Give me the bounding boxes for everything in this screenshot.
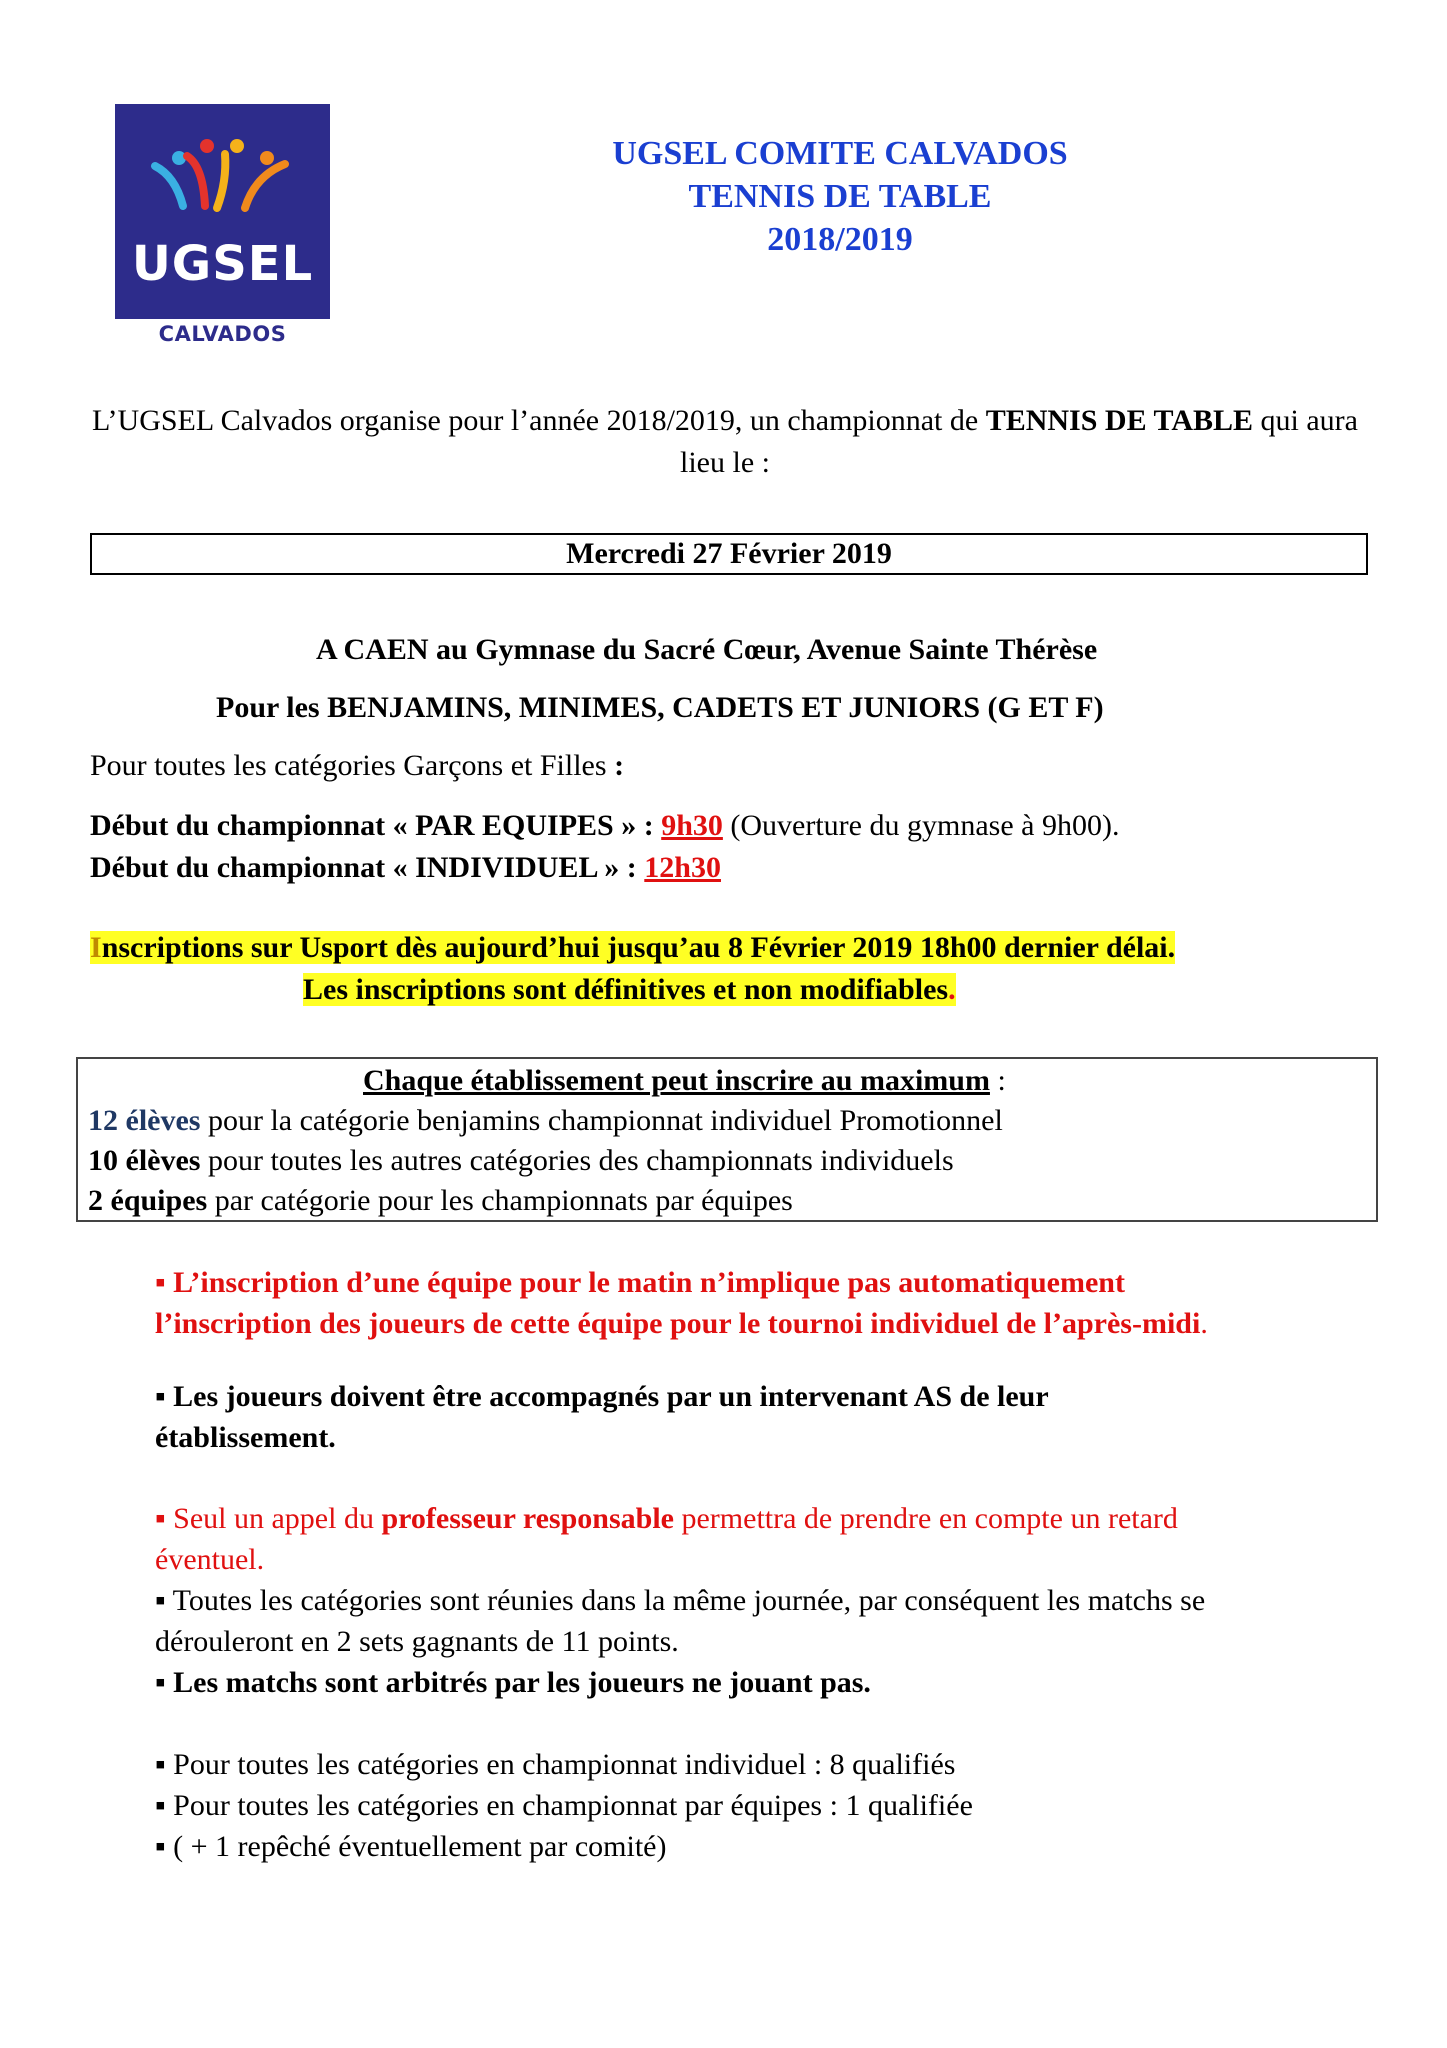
intro-bold: TENNIS DE TABLE [985, 404, 1254, 437]
logo-word: UGSEL [131, 236, 314, 292]
categories-colon: : [614, 749, 625, 782]
registration-text: nscriptions sur Usport dès aujourd’hui jusqu’au 8 Février 2019 18h00 dernier délai. [101, 931, 1176, 964]
logo-subtitle: CALVADOS [158, 322, 287, 346]
ugsel-figures-icon [145, 136, 300, 231]
document-title [530, 132, 1150, 261]
bullet-icon: ▪ [155, 1789, 166, 1822]
note-text: Pour toutes les catégories en championnat individuel : 8 qualifiés [165, 1748, 956, 1781]
note-dot: . [1200, 1307, 1208, 1340]
limit-text: pour la catégorie benjamins championnat individuel Promotionnel [200, 1104, 1003, 1137]
note-text: ( + 1 repêché éventuellement par comité) [165, 1830, 667, 1863]
registration-final-text: Les inscriptions sont définitives et non modifiables [303, 973, 949, 1006]
limit-count: 10 élèves [88, 1144, 201, 1177]
note-text: Toutes les catégories sont réunies dans la même journée, par conséquent les matchs se [165, 1584, 1206, 1617]
note-team-registration [155, 1262, 1375, 1344]
event-audience: Pour les BENJAMINS, MINIMES, CADETS ET JUNIORS (G ET F) [216, 691, 1104, 724]
bullet-icon: ▪ [155, 1666, 166, 1699]
limit-item [88, 1101, 1003, 1141]
schedule-individual [90, 848, 721, 888]
registration-final [303, 970, 956, 1010]
limits-title [363, 1061, 1006, 1101]
intro-text-2: qui aura lieu le : [680, 404, 1358, 479]
event-date-box: Mercredi 27 Février 2019 [90, 533, 1368, 575]
note-text: Les matchs sont arbitrés par les joueurs ne jouant pas. [165, 1666, 871, 1699]
limits-title-text: Chaque établissement peut inscrire au maximum [363, 1064, 990, 1097]
limit-text: pour toutes les autres catégories des championnats individuels [200, 1144, 954, 1177]
note-text: établissement. [155, 1421, 336, 1454]
title-line-3: 2018/2019 [767, 221, 913, 258]
intro-paragraph [90, 400, 1360, 484]
note-text: Les joueurs doivent être accompagnés par un intervenant AS de leur [165, 1380, 1049, 1413]
bullet-icon: ▪ [155, 1830, 166, 1863]
bullet-icon: ▪ [155, 1266, 166, 1299]
schedule-teams [90, 806, 1119, 846]
bullet-icon: ▪ [155, 1584, 166, 1617]
note-late-call [155, 1498, 1375, 1580]
registration-initial: I [90, 931, 102, 964]
intro-text-1: L’UGSEL Calvados organise pour l’année 2018/2019, un championnat de [91, 404, 986, 437]
note-text: éventuel. [155, 1543, 265, 1576]
limit-count: 12 élèves [88, 1104, 201, 1137]
limit-item [88, 1181, 793, 1221]
teams-label: Début du championnat « PAR EQUIPES » : [90, 809, 662, 842]
individual-time: 12h30 [644, 851, 721, 884]
limit-item [88, 1141, 954, 1181]
bullet-icon: ▪ [155, 1380, 166, 1413]
note-bold: professeur responsable [381, 1502, 674, 1535]
limit-text: par catégorie pour les championnats par équipes [207, 1184, 793, 1217]
registration-final-dot: . [948, 973, 956, 1006]
registration-deadline [90, 928, 1175, 968]
registration-line-1 [90, 931, 1175, 964]
individual-label: Début du championnat « INDIVIDUEL » : [90, 851, 645, 884]
title-line-2: TENNIS DE TABLE [688, 178, 992, 215]
note-text: L’inscription d’une équipe pour le matin n’implique pas automatiquement [165, 1266, 1125, 1299]
note-match-format [155, 1580, 1375, 1703]
registration-limits-box [76, 1057, 1378, 1222]
categories-text: Pour toutes les catégories Garçons et Filles [90, 749, 615, 782]
limit-count: 2 équipes [88, 1184, 208, 1217]
bullet-icon: ▪ [155, 1502, 166, 1535]
teams-time: 9h30 [661, 809, 723, 842]
ugsel-logo [115, 104, 330, 319]
title-line-1: UGSEL COMITE CALVADOS [612, 135, 1068, 172]
limits-title-colon: : [989, 1064, 1006, 1097]
note-text: l’inscription des joueurs de cette équipe pour le tournoi individuel de l’après-midi [155, 1307, 1201, 1340]
bullet-icon: ▪ [155, 1748, 166, 1781]
note-text: Pour toutes les catégories en championnat par équipes : 1 qualifiée [165, 1789, 973, 1822]
note-text: Seul un appel du [165, 1502, 382, 1535]
note-text: permettra de prendre en compte un retard [673, 1502, 1178, 1535]
event-location: A CAEN au Gymnase du Sacré Cœur, Avenue Sainte Thérèse [316, 633, 1098, 666]
teams-note: (Ouverture du gymnase à 9h00). [722, 809, 1120, 842]
note-qualifiers [155, 1744, 1375, 1867]
categories-note [90, 746, 624, 786]
registration-line-2 [303, 973, 956, 1006]
note-accompaniment [155, 1376, 1375, 1458]
note-text: dérouleront en 2 sets gagnants de 11 points. [155, 1625, 679, 1658]
